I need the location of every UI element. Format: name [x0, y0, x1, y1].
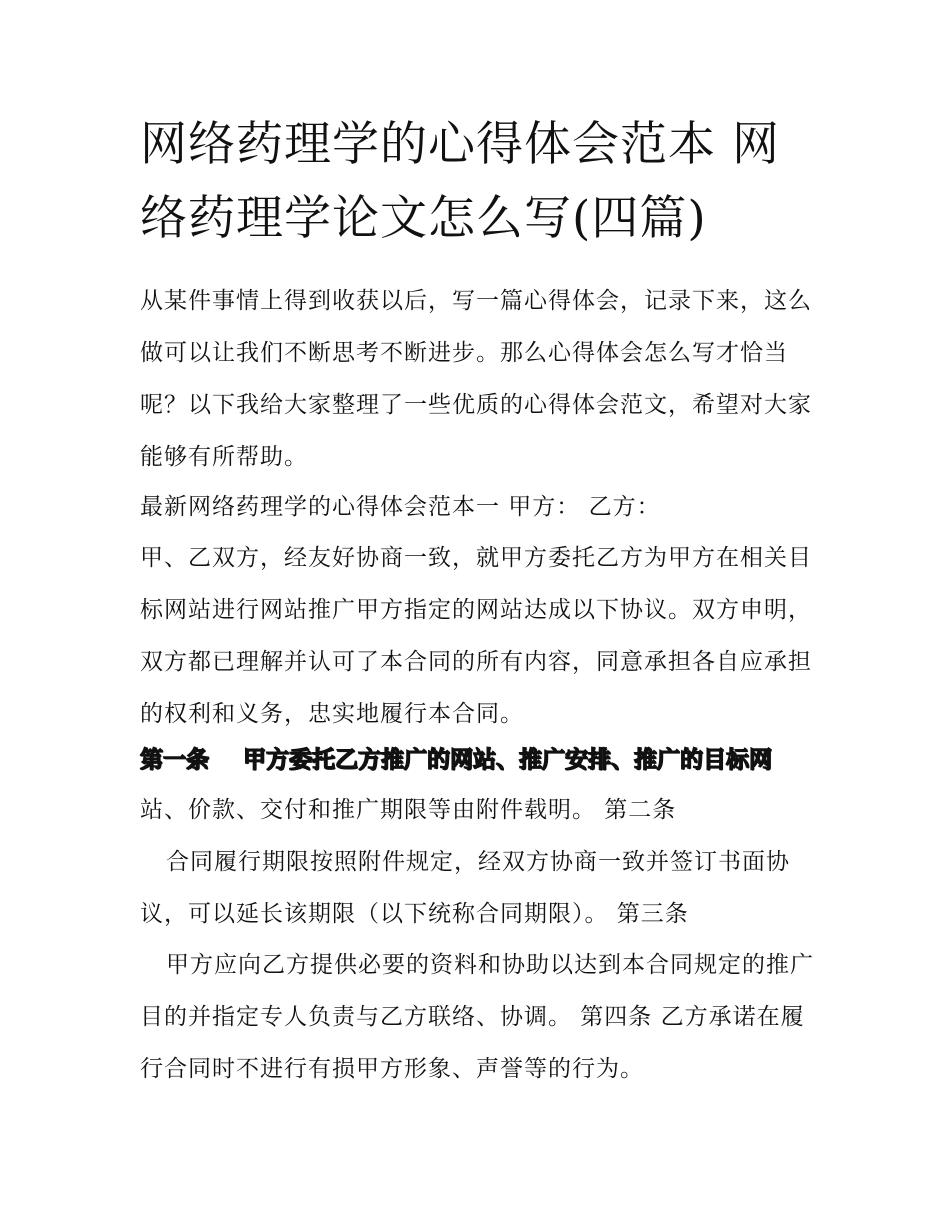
article-1-continuation: 站、价款、交付和推广期限等由附件载明。 第二条 [140, 797, 677, 823]
section-heading: 最新网络药理学的心得体会范本一 甲方： 乙方： [140, 494, 661, 520]
intro-paragraph: 从某件事情上得到收获以后，写一篇心得体会，记录下来，这么做可以让我们不断思考不断进步。那么心得体会怎么写才恰当呢？以下我给大家整理了一些优质的心得体会范文，希望对大家能够有所帮助。 [140, 288, 812, 470]
document-title: 网络药理学的心得体会范本 网络药理学论文怎么写(四篇) [140, 117, 780, 246]
article-1-heading: 甲方委托乙方推广的网站、推广安排、推广的目标网 [243, 746, 772, 773]
article-1-heading-line [140, 734, 820, 786]
article-3-paragraph: 甲方应向乙方提供必要的资料和协助以达到本合同规定的推广目的并指定专人负责与乙方联络、协调。 第四条 乙方承诺在履行合同时不进行有损甲方形象、声誉等的行为。 [140, 952, 814, 1082]
article-2-paragraph: 合同履行期限按照附件规定，经双方协商一致并签订书面协议，可以延长该期限（以下统称合同期限）。 第三条 [140, 849, 790, 927]
parties-paragraph: 甲、乙双方，经友好协商一致，就甲方委托乙方为甲方在相关目标网站进行网站推广甲方指定的网站达成以下协议。双方申明，双方都已理解并认可了本合同的所有内容，同意承担各自应承担的权利和义务，忠实地履行本合同。 [140, 545, 812, 727]
article-1-label: 第一条 [140, 746, 209, 773]
